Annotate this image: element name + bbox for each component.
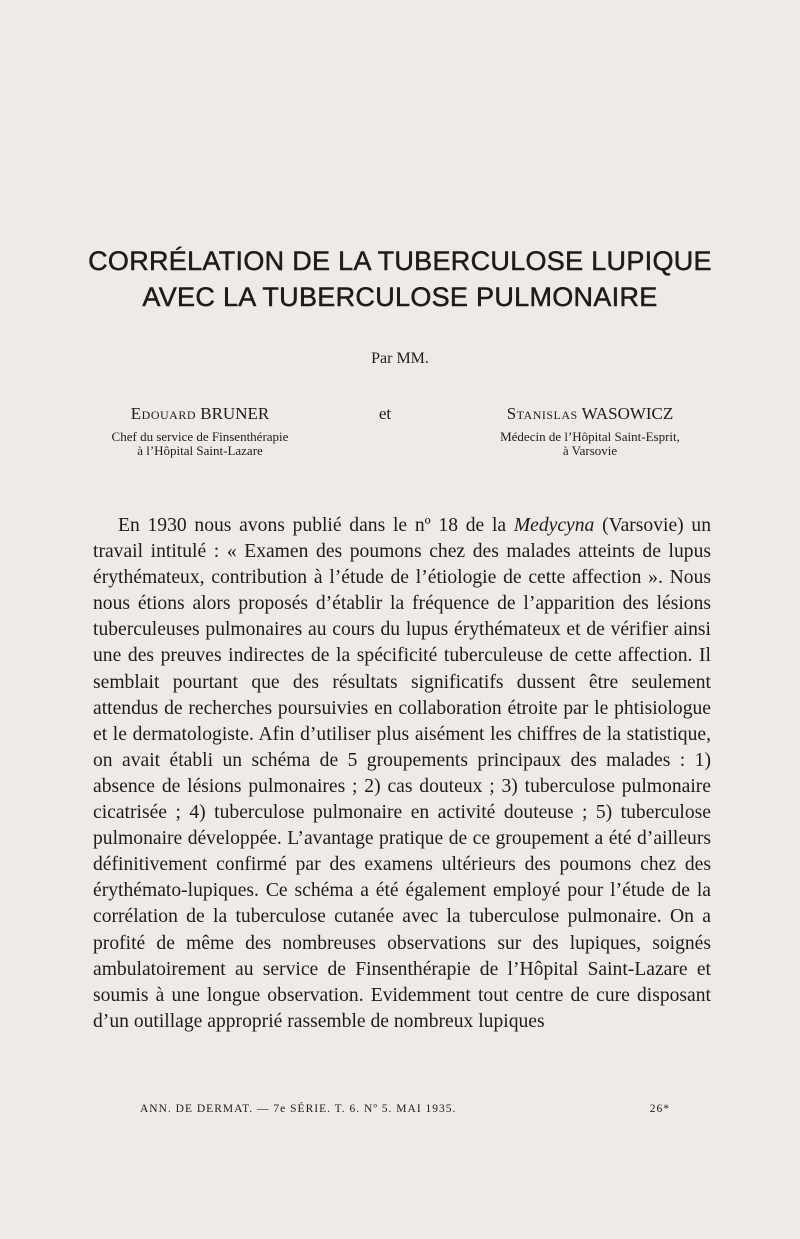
author-bruner	[70, 404, 330, 458]
page-footer	[140, 1103, 670, 1115]
affiliation-line: Chef du service de Finsenthérapie	[111, 429, 289, 444]
author-last-name: BRUNER	[200, 404, 270, 423]
signature-mark: 26*	[649, 1103, 670, 1115]
body-paragraph	[93, 513, 711, 1035]
author-conjunction: et	[378, 404, 392, 423]
author-name	[455, 404, 725, 424]
author-last-name: WASOWICZ	[581, 404, 674, 423]
author-name	[70, 404, 330, 424]
affiliation-line: à Varsovie	[562, 443, 618, 458]
affiliation-line: à l’Hôpital Saint-Lazare	[137, 443, 263, 458]
article-title-line-2: AVEC LA TUBERCULOSE PULMONAIRE	[142, 282, 658, 312]
author-affiliation	[70, 430, 330, 458]
journal-citation: ANN. DE DERMAT. — 7e SÉRIE. T. 6. Nº 5. MAI 1935.	[140, 1103, 457, 1115]
author-first-name: Edouard	[130, 404, 196, 423]
author-first-name: Stanislas	[506, 404, 578, 423]
author-affiliation	[455, 430, 725, 458]
body-text-start: En 1930 nous avons publié dans le nº 18 de la	[118, 515, 514, 536]
affiliation-line: Médecin de l’Hôpital Saint-Esprit,	[500, 429, 680, 444]
article-title-line-1: CORRÉLATION DE LA TUBERCULOSE LUPIQUE	[88, 246, 712, 276]
body-text-rest: (Varsovie) un travail intitulé : « Examen des poumons chez des malades atteints de lupus érythémateux, contribution à l’étude de l’étiologie de cette affection ». Nous nous étions alors proposés d’établir la fréquence de l’apparition des lésions tuberculeuses pulmonaires au cours du lupus érythémateux et de vérifier ainsi une des preuves indirectes de la spécificité tuberculeuse de cette affection. Il semblait pourtant que des résultats significatifs dussent être seulement attendus de recherches poursuivies en collaboration étroite par le phtisiologue et le dermatologiste. Afin d’utiliser plus aisément les chiffres de la statistique, on avait établi un schéma de 5 groupements principaux des malades : 1) absence de lésions pulmonaires ; 2) cas douteux ; 3) tuberculose pulmonaire cicatrisée ; 4) tuberculose pulmonaire en activité douteuse ; 5) tuberculose pulmonaire développée. L’avantage pratique de ce groupement a été d’ailleurs définitivement confirmé par des examens ultérieurs des poumons chez des érythémato-lupiques. Ce schéma a été également employé pour l’étude de la corrélation de la tuberculose cutanée avec la tuberculose pulmonaire. On a profité de même des nombreuses observations sur des lupiques, soignés ambulatoirement au service de Finsenthérapie de l’Hôpital Saint-Lazare et soumis à une longue observation. Evidemment tout centre de cure disposant d’un outillage approprié rassemble de nombreux lupiques	[93, 515, 712, 1032]
byline: Par MM.	[371, 350, 429, 367]
journal-name: Medycyna	[513, 515, 595, 536]
author-wasowicz	[455, 404, 725, 458]
